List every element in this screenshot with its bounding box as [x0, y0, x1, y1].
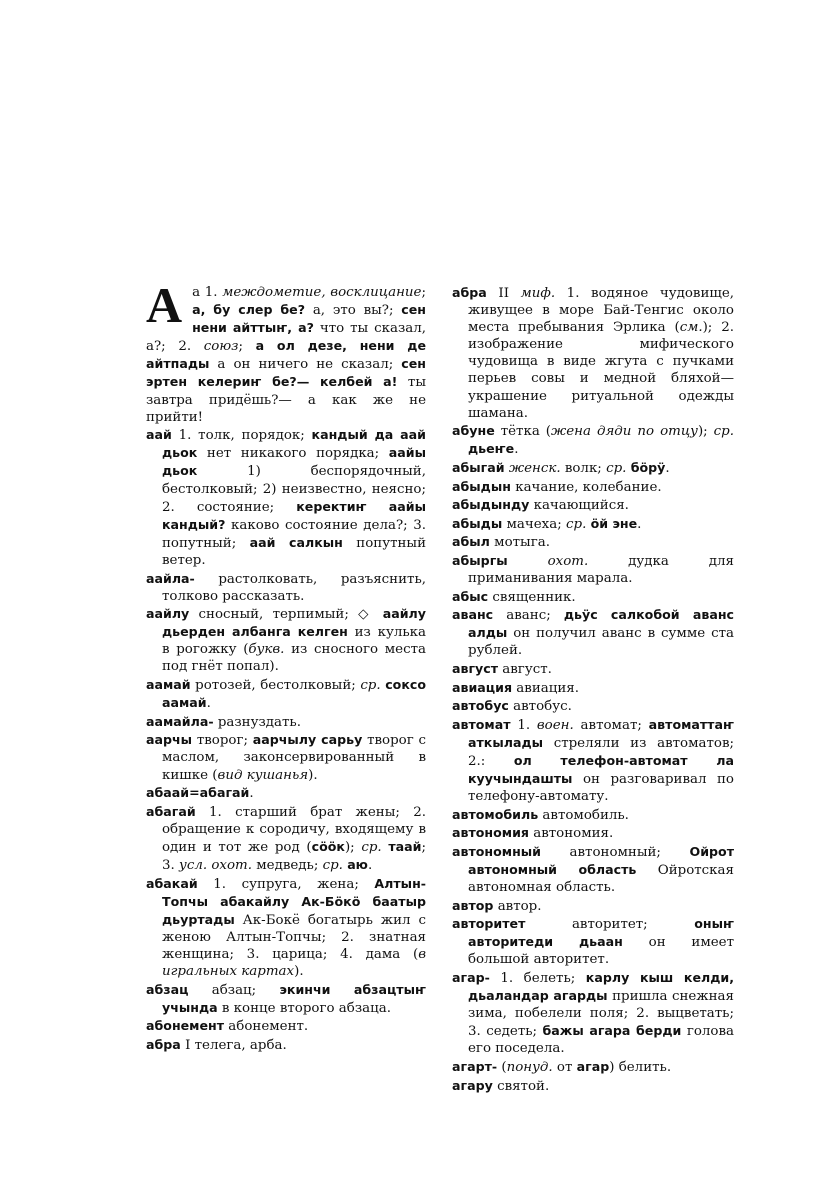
translation-text: . — [249, 786, 254, 802]
headword-or-phrase: кандый да аай дьок — [162, 427, 426, 461]
translation-text: ). — [294, 964, 304, 980]
translation-text: растолковать, разъяснить, толково рассказать. — [162, 571, 426, 604]
headword-or-phrase: аайла- — [146, 570, 195, 586]
translation-text: мотыга. — [489, 535, 550, 551]
translation-text: август. — [498, 661, 552, 677]
translation-text: абзац; — [188, 982, 280, 998]
headword-or-phrase: абыс — [452, 588, 489, 604]
headword-or-phrase: август — [452, 660, 499, 676]
grammar-label: миф. — [520, 286, 556, 301]
dictionary-entry-avtor — [452, 897, 734, 915]
translation-text: авторитет; — [525, 917, 695, 933]
dictionary-entry-abydyn — [452, 478, 734, 496]
translation-text: I телега, арба. — [180, 1037, 287, 1053]
translation-text: нет никакого порядка; — [197, 446, 389, 462]
translation-text: автобус. — [508, 699, 572, 715]
translation-text: ; — [238, 339, 256, 355]
dictionary-entry-abonement — [146, 1017, 426, 1035]
translation-text — [508, 554, 548, 569]
headword-or-phrase: автоматтаҥ аткылады — [468, 716, 734, 750]
dictionary-entry-aaila — [146, 570, 426, 605]
translation-text: . — [665, 460, 670, 476]
grammar-label: ср. — [713, 424, 734, 440]
grammar-label: в игральных картах — [162, 946, 426, 980]
headword-or-phrase: аамай — [146, 677, 191, 693]
dictionary-entry-abakai — [146, 875, 426, 981]
dictionary-entry-abydy — [452, 515, 734, 533]
headword-or-phrase: сööк — [311, 838, 345, 854]
translation-text: 1) беспорядочный, бестолковый; 2) неизвестно, неясно; 2. состояние; — [162, 464, 426, 515]
translation-text: из сносного места под гнёт попал). — [162, 642, 426, 675]
grammar-label: ср. — [566, 516, 587, 532]
grammar-label: ср. — [606, 460, 627, 476]
translation-text: . — [514, 442, 519, 458]
dictionary-entry-avtoritet — [452, 915, 734, 968]
translation-text: . — [637, 516, 642, 532]
translation-text: творог; — [192, 733, 253, 749]
translation-text: автомат; — [573, 717, 649, 733]
headword-or-phrase: таай — [388, 838, 422, 854]
translation-text: мачеха; — [502, 516, 566, 532]
dictionary-entry-aviatsiya — [452, 679, 734, 697]
dictionary-entry-avtonomny — [452, 843, 734, 896]
translation-text: автор. — [493, 898, 542, 914]
headword-or-phrase: а, бу слер бе? — [192, 302, 306, 318]
headword-or-phrase: автомобиль — [452, 806, 539, 822]
headword-or-phrase: автономный — [452, 843, 541, 859]
dictionary-entry-avgust — [452, 660, 734, 678]
headword-or-phrase: абакай — [146, 875, 198, 891]
dictionary-entry-aai — [146, 426, 426, 569]
translation-text: 1. старший брат жены; 2. обращение к сородичу, входящему в один и тот же род ( — [162, 804, 426, 855]
headword-or-phrase: бöрÿ — [630, 459, 666, 475]
translation-text: он имеет большой авторитет. — [468, 935, 734, 968]
headword-or-phrase: агарт- — [452, 1059, 498, 1075]
headword-or-phrase: аарчылу сарьу — [252, 732, 363, 748]
headword-or-phrase: аайлу дьерден албанга келген — [162, 606, 426, 640]
translation-text: голова его поседела. — [468, 1024, 734, 1057]
translation-text: попутный ветер. — [162, 535, 426, 568]
headword-or-phrase: абуне — [452, 423, 495, 439]
translation-text: стреляли из автоматов; 2.: — [468, 735, 734, 769]
translation-text: . — [206, 696, 211, 712]
grammar-label: вид кушанья — [217, 767, 309, 783]
headword-or-phrase: аайы дьок — [162, 445, 426, 479]
headword-or-phrase: керектиҥ аайы кандый? — [162, 498, 426, 532]
headword-or-phrase: экинчи абзацтыҥ учында — [162, 981, 426, 1015]
translation-text: он разговаривал по телефону-автомату. — [468, 772, 734, 805]
grammar-label: междометие, восклицание — [222, 285, 422, 300]
dictionary-entry-agaru — [452, 1077, 734, 1095]
translation-text: разнуздать. — [213, 714, 301, 730]
grammar-label: союз — [203, 339, 239, 355]
headword-or-phrase: а ол дезе, нени де айтпады — [146, 338, 426, 372]
right-column — [452, 284, 734, 1095]
translation-text: ты завтра придёшь?— а как же не прийти! — [146, 375, 426, 425]
translation-text: он получил аванс в сумме ста рублей. — [468, 626, 734, 659]
dictionary-entry-abra1 — [146, 1036, 426, 1054]
translation-text: ) белить. — [609, 1060, 672, 1076]
grammar-label: понуд. — [506, 1060, 553, 1076]
headword-or-phrase: бажы агара берди — [542, 1023, 682, 1039]
translation-text: ; — [421, 285, 426, 300]
translation-text: священник. — [488, 589, 576, 605]
dictionary-entry-avtomobil — [452, 806, 734, 824]
translation-text: 1. белеть; — [489, 971, 586, 987]
translation-text: II — [486, 286, 521, 301]
translation-text: ); — [344, 839, 362, 855]
headword-or-phrase: аайлу — [146, 606, 190, 622]
headword-or-phrase: аванс — [452, 607, 494, 623]
translation-text: а он ничего не сказал; — [209, 357, 402, 373]
dictionary-entry-abagai — [146, 803, 426, 874]
grammar-label: ср. — [322, 858, 343, 873]
translation-text: 1. толк, порядок; — [171, 428, 312, 444]
dictionary-entry-aamaila — [146, 713, 426, 731]
grammar-label: см. — [679, 320, 703, 336]
translation-text: качание, колебание. — [510, 479, 662, 495]
grammar-label: охот. — [547, 553, 589, 569]
dictionary-entry-aailu — [146, 605, 426, 675]
left-column — [146, 277, 426, 1055]
translation-text: дудка для приманивания марала. — [468, 553, 734, 586]
translation-text: 1. — [510, 717, 537, 733]
translation-text: ); 2. изображение мифического чудовища в виде жгута с пучками перьев совы и медной бляхой—украшение ритуальной одежды шамана. — [468, 320, 734, 421]
headword-or-phrase: абыгай — [452, 459, 505, 475]
dictionary-entry-abune — [452, 422, 734, 458]
dictionary-entry-a — [146, 277, 426, 426]
headword-or-phrase: сен эртен келериҥ бе?— келбей а! — [146, 356, 426, 390]
translation-text: сносный, терпимый; ◇ — [189, 607, 383, 623]
translation-text: качающийся. — [529, 498, 629, 514]
headword-or-phrase: абыды — [452, 515, 503, 531]
dictionary-entry-abygai — [452, 459, 734, 477]
translation-text: 1. водяное чудовище, живущее в море Бай-Тенгис около места пребывания Эрлика ( — [468, 286, 735, 336]
headword-or-phrase: дьÿс салкобой аванс алды — [468, 607, 734, 641]
dictionary-entry-abyl — [452, 533, 734, 551]
headword-or-phrase: автобус — [452, 698, 509, 714]
translation-text: Ак-Бокё богатырь жил с женою Алтын-Топчы; 2. знатная женщина; 3. царица; 4. дама ( — [162, 912, 426, 962]
headword-or-phrase: аамайла- — [146, 713, 214, 729]
dictionary-entry-abydyndu — [452, 496, 734, 514]
headword-or-phrase: аарчы — [146, 732, 193, 748]
translation-text: автомобиль. — [538, 807, 629, 823]
grammar-label: воен. — [536, 717, 574, 733]
headword-or-phrase: абыргы — [452, 552, 508, 568]
dictionary-entry-abaai — [146, 784, 426, 802]
dictionary-entry-avtobus — [452, 697, 734, 715]
grammar-label: женск. — [508, 460, 561, 476]
dictionary-entry-avtomat — [452, 716, 734, 805]
dictionary-entry-aarchy — [146, 731, 426, 783]
headword-or-phrase: абзац — [146, 981, 189, 997]
translation-text: автономия. — [528, 826, 614, 842]
dictionary-entry-aamai — [146, 676, 426, 712]
translation-text: . — [367, 858, 373, 873]
dictionary-entry-avtonomiya — [452, 824, 734, 842]
translation-text: творог с маслом, законсервированный в кишке ( — [162, 733, 426, 783]
translation-text: авиация. — [512, 680, 579, 696]
translation-text: от — [552, 1060, 577, 1076]
translation-text: ; 3. — [162, 839, 426, 873]
grammar-label: усл. охот. — [179, 858, 252, 873]
headword-or-phrase: Ойрот автономный область — [468, 843, 734, 877]
headword-or-phrase: абаай=абагай — [146, 785, 250, 801]
translation-text: тётка ( — [494, 424, 552, 440]
dictionary-entry-abra2 — [452, 284, 734, 422]
headword-or-phrase: автомат — [452, 716, 511, 732]
dictionary-entry-avans — [452, 606, 734, 659]
headword-or-phrase: аай — [146, 427, 172, 443]
translation-text: автономный; — [540, 844, 690, 860]
translation-text: ); — [697, 424, 714, 440]
headword-or-phrase: авиация — [452, 679, 513, 695]
headword-or-phrase: агар- — [452, 970, 490, 986]
headword-or-phrase: абыдын — [452, 478, 511, 494]
translation-text: 1. супруга, жена; — [197, 876, 375, 892]
headword-or-phrase: абыл — [452, 534, 490, 550]
dictionary-entry-agar — [452, 969, 734, 1057]
headword-or-phrase: öй эне — [590, 515, 638, 531]
headword-or-phrase: абыдынду — [452, 497, 530, 513]
headword-or-phrase: аай салкын — [249, 534, 343, 550]
headword-or-phrase: абра — [146, 1036, 181, 1052]
translation-text: ( — [497, 1060, 507, 1076]
translation-text: ротозей, бестолковый; — [190, 678, 361, 694]
grammar-label: жена дяди по отцу — [551, 424, 698, 440]
dictionary-entry-agart — [452, 1058, 734, 1076]
headword-or-phrase: дьеҥе — [468, 441, 515, 457]
translation-text: в конце второго абзаца. — [217, 1000, 391, 1016]
translation-text: из кулька в рогожку ( — [162, 625, 426, 658]
headword-or-phrase: соксо аамай — [162, 677, 426, 711]
translation-text: медведь; — [251, 858, 323, 873]
headword-or-phrase: агару — [452, 1077, 493, 1093]
translation-text: а 1. — [192, 285, 223, 300]
headword-or-phrase: абра — [452, 285, 487, 300]
translation-text: ). — [308, 767, 318, 783]
headword-or-phrase: абагай — [146, 803, 196, 819]
translation-text: аванс; — [493, 608, 564, 624]
headword-or-phrase: ол телефон-автомат ла куучындашты — [468, 752, 734, 787]
translation-text: каково состояние дела?; 3. попутный; — [162, 517, 426, 551]
headword-or-phrase: автор — [452, 897, 494, 913]
translation-text: что ты сказал, а?; 2. — [146, 321, 426, 355]
grammar-label: ср. — [360, 678, 381, 694]
headword-or-phrase: авторитет — [452, 916, 526, 932]
grammar-label: букв. — [248, 642, 285, 658]
translation-text: пришла снежная зима, побелели поля; 2. выцветать; 3. седеть; — [468, 989, 734, 1040]
headword-or-phrase: агар — [576, 1059, 610, 1075]
headword-or-phrase: аю — [347, 857, 368, 872]
translation-text: Ойротская автономная область. — [468, 863, 734, 896]
translation-text: святой. — [492, 1078, 550, 1094]
headword-or-phrase: Алтын-Топчы абакайлу Ак-Бöкö баатыр дьуртады — [162, 875, 426, 927]
dictionary-entry-abys — [452, 588, 734, 606]
translation-text: а, это вы?; — [305, 303, 402, 319]
grammar-label: ср. — [361, 839, 382, 855]
translation-text: абонемент. — [224, 1019, 309, 1035]
headword-or-phrase: карлу кыш келди, дьаландар агарды — [468, 970, 734, 1004]
dictionary-entry-abyrgy — [452, 552, 734, 587]
translation-text: волк; — [560, 460, 607, 476]
headword-or-phrase: оныҥ авторитеди дьаан — [468, 916, 734, 950]
headword-or-phrase: автономия — [452, 825, 529, 841]
drop-cap-letter: А — [146, 277, 183, 333]
headword-or-phrase: абонемент — [146, 1018, 225, 1034]
headword-or-phrase: сен нени айттыҥ, а? — [192, 302, 426, 336]
dictionary-entry-abzats — [146, 981, 426, 1017]
